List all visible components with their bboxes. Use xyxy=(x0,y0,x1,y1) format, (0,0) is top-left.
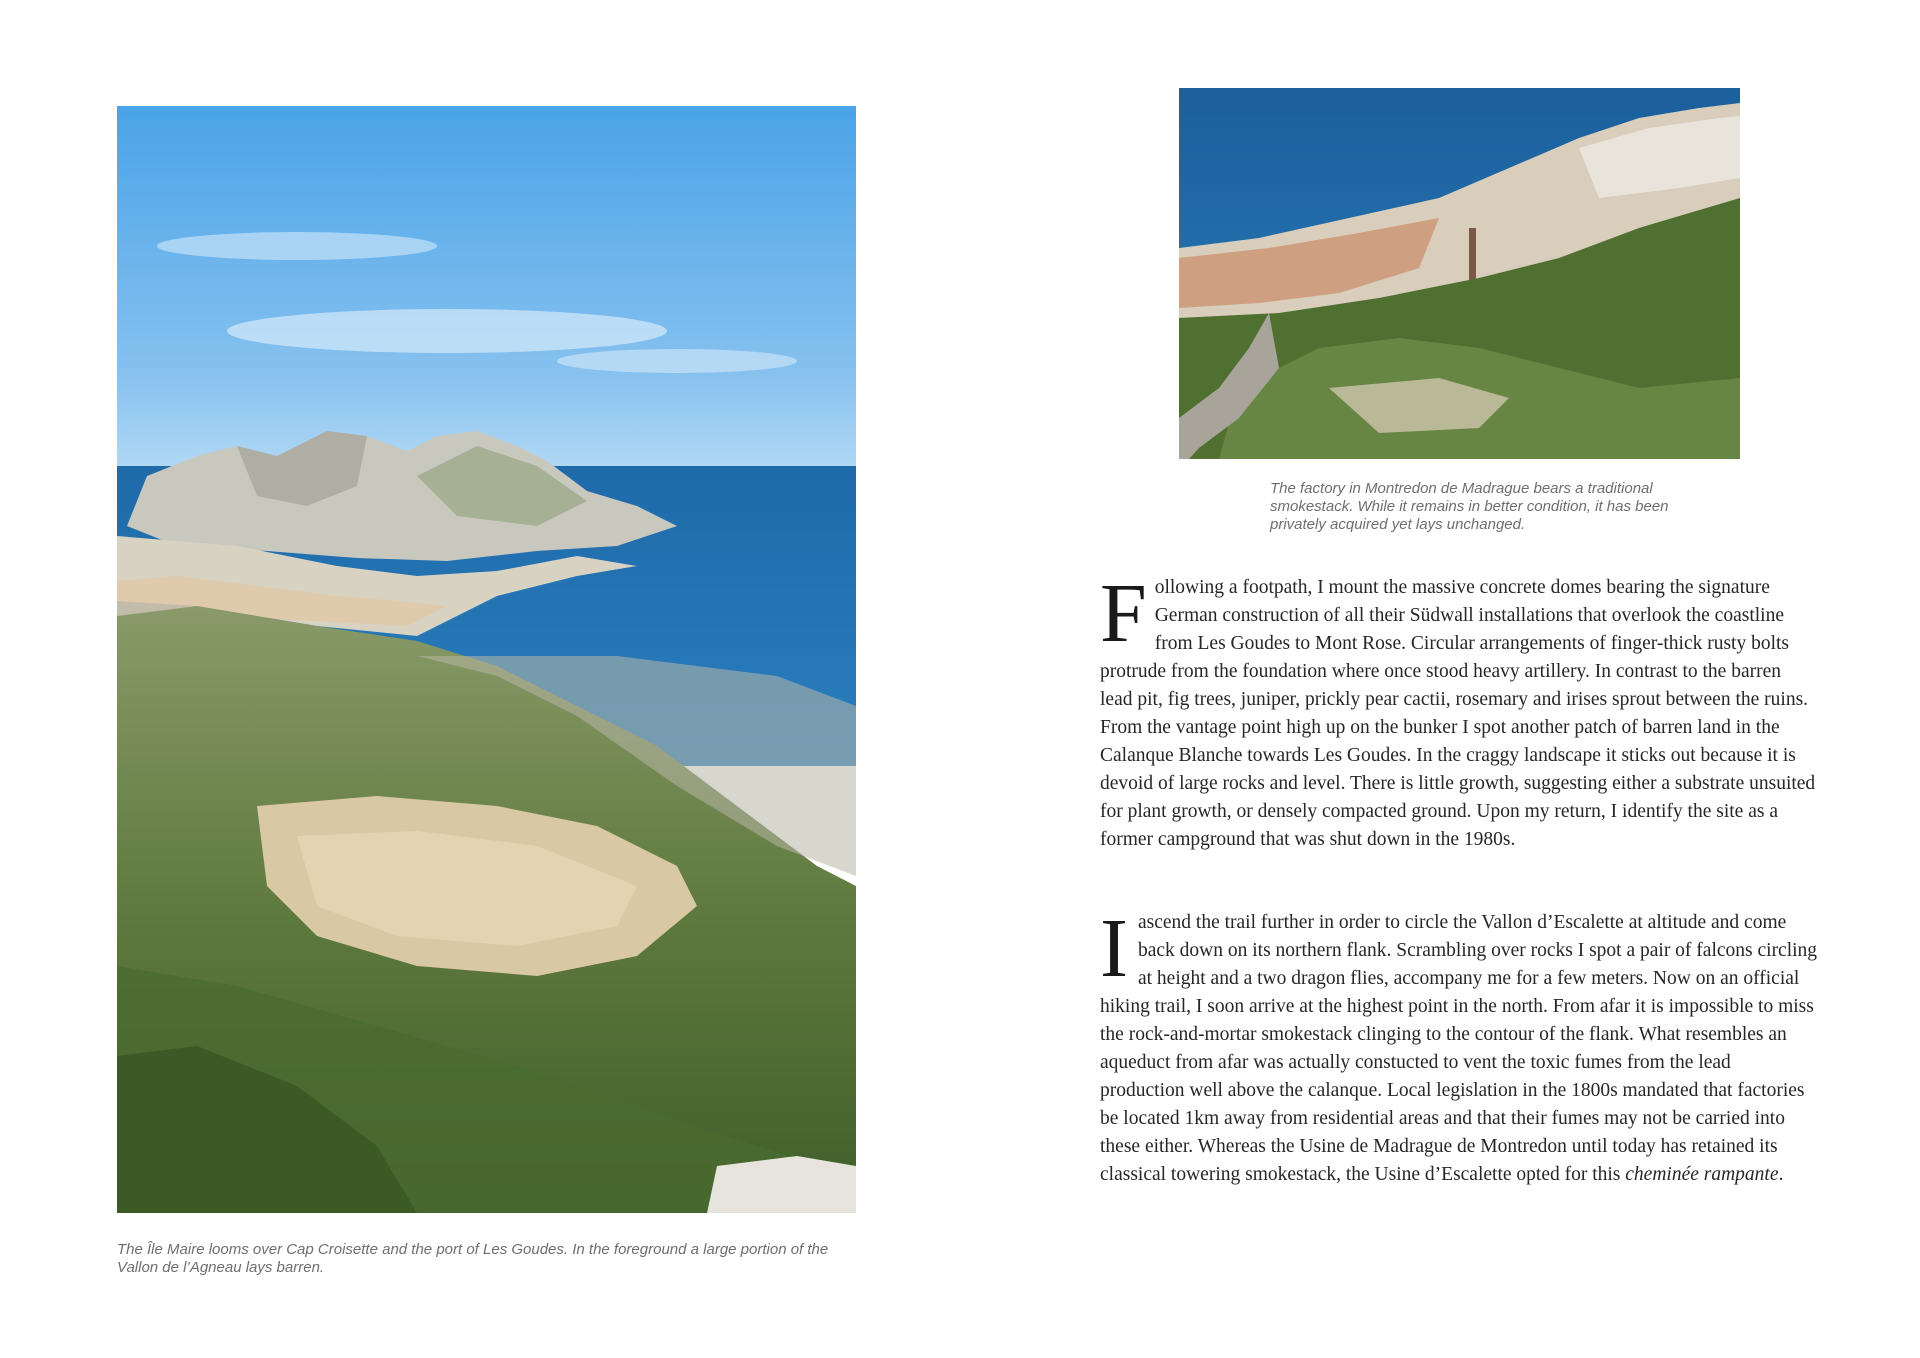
paragraph-2-end: . xyxy=(1778,1164,1784,1185)
caption-left: The Île Maire looms over Cap Croisette and the port of Les Goudes. In the foreground a large portion of the Vallon de l’Agneau lays barren. xyxy=(117,1241,829,1276)
coastal-town-illustration xyxy=(1179,88,1740,459)
paragraph-2-text: ascend the trail further in order to circle the Vallon d’Escalette at altitude and come back down on its northern flank. Scrambling over rocks I spot a pair of falcons circling at height and a two dragon flies, accompany me for a few meters. Now on an official hiking trail, I soon arrive at the highest point in the north. From afar it is impossible to miss the rock-and-mortar smokestack clinging to the contour of the flank. What resembles an aqueduct from afar was actually constucted to vent the toxic fumes from the lead production well above the calanque. Local legislation in the 1800s mandated that factories be located 1km away from residential areas and that their fumes may not be carried into these either. Whereas the Usine de Madrague de Montredon until today has retained its classical towering smokestack, the Usine d’Escalette opted for this xyxy=(1100,912,1818,1185)
dropcap-f: F xyxy=(1100,567,1147,660)
photo-ile-maire xyxy=(117,106,856,1213)
photo-montredon xyxy=(1179,88,1740,459)
caption-right: The factory in Montredon de Madrague bears a traditional smokestack. While it remains in better condition, it has been privately acquired yet lays unchanged. xyxy=(1270,480,1669,533)
italic-term: cheminée rampante xyxy=(1625,1164,1779,1185)
dropcap-i: I xyxy=(1100,902,1128,995)
landscape-illustration xyxy=(117,106,856,1213)
body-paragraph-1 xyxy=(1100,567,1818,854)
body-paragraph-2 xyxy=(1100,902,1818,1189)
paragraph-1-text: ollowing a footpath, I mount the massive concrete domes bearing the signature German construction of all their Südwall installations that overlook the coastline from Les Goudes to Mont Rose. Circular arrangements of finger-thick rusty bolts protrude from the foundation where once stood heavy artillery. In contrast to the barren lead pit, fig trees, juniper, prickly pear cactii, rosemary and irises sprout between the ruins. From the vantage point high up on the bunker I spot another patch of barren land in the Calanque Blanche towards Les Goudes. In the craggy landscape it sticks out because it is devoid of large rocks and level. There is little growth, suggesting either a substrate unsuited for plant growth, or densely compacted ground. Upon my return, I identify the site as a former campground that was shut down in the 1980s. xyxy=(1100,577,1816,850)
